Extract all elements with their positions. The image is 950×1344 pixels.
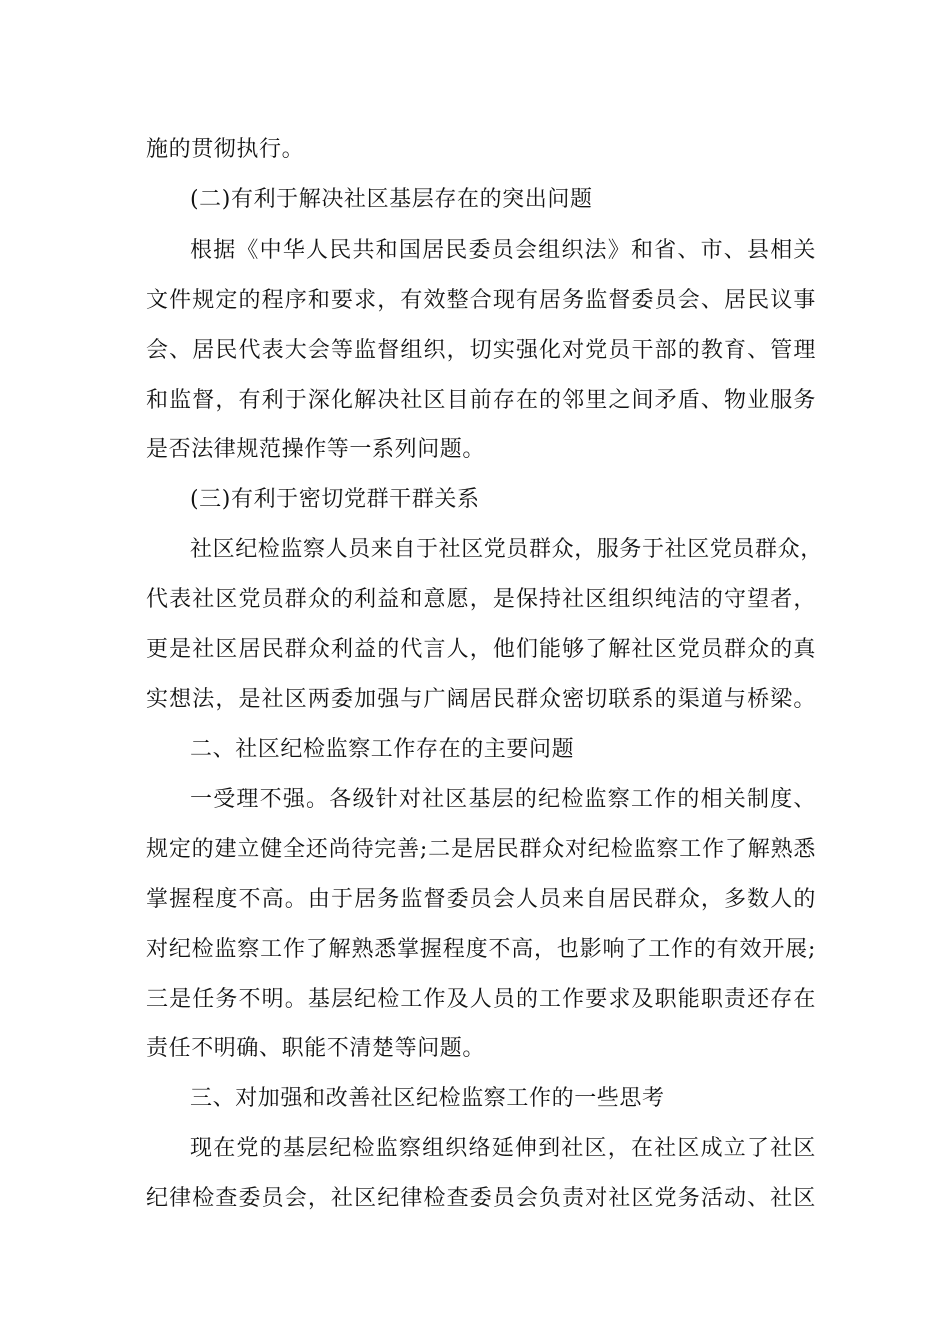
body-text-line: 掌握程度不高。由于居务监督委员会人员来自居民群众，多数人的 <box>146 887 816 912</box>
body-text-line: 规定的建立健全还尚待完善;二是居民群众对纪检监察工作了解熟悉 <box>146 837 816 862</box>
body-text-line: 纪律检查委员会，社区纪律检查委员会负责对社区党务活动、社区 <box>146 1186 816 1211</box>
body-text-line: 会、居民代表大会等监督组织，切实强化对党员干部的教育、管理 <box>146 338 816 363</box>
body-text-line: 更是社区居民群众利益的代言人，他们能够了解社区党员群众的真 <box>146 637 816 662</box>
body-text-line: 代表社区党员群众的利益和意愿，是保持社区组织纯洁的守望者， <box>146 587 816 612</box>
body-text-line: 实想法，是社区两委加强与广阔居民群众密切联系的渠道与桥梁。 <box>146 687 816 712</box>
section-heading: 二、社区纪检监察工作存在的主要问题 <box>190 737 575 762</box>
body-text-line: 社区纪检监察人员来自于社区党员群众，服务于社区党员群众， <box>190 537 823 562</box>
body-text-line: 一受理不强。各级针对社区基层的纪检监察工作的相关制度、 <box>190 787 816 812</box>
section-heading: 三、对加强和改善社区纪检监察工作的一些思考 <box>190 1086 665 1111</box>
body-text-line: 是否法律规范操作等一系列问题。 <box>146 437 486 462</box>
body-text-line: 对纪检监察工作了解熟悉掌握程度不高，也影响了工作的有效开展; <box>146 937 816 962</box>
body-text-line: 现在党的基层纪检监察组织络延伸到社区，在社区成立了社区 <box>190 1136 816 1161</box>
body-text-line: 文件规定的程序和要求，有效整合现有居务监督委员会、居民议事 <box>146 288 816 313</box>
body-text-line: 责任不明确、职能不清楚等问题。 <box>146 1036 486 1061</box>
section-heading: (二)有利于解决社区基层存在的突出问题 <box>190 187 593 212</box>
body-text-line: 根据《中华人民共和国居民委员会组织法》和省、市、县相关 <box>190 238 816 263</box>
section-heading: (三)有利于密切党群干群关系 <box>190 487 480 512</box>
body-text-line: 三是任务不明。基层纪检工作及人员的工作要求及职能职责还存在 <box>146 987 816 1012</box>
body-text-line: 和监督，有利于深化解决社区目前存在的邻里之间矛盾、物业服务 <box>146 388 816 413</box>
body-text-line: 施的贯彻执行。 <box>146 137 305 162</box>
